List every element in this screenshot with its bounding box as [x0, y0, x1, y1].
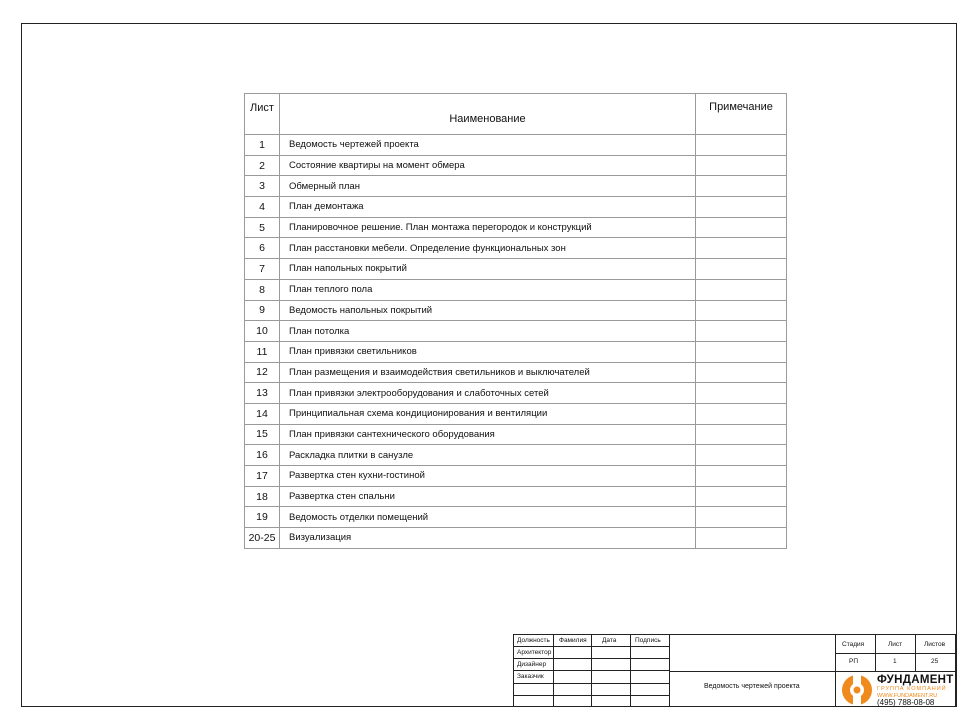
sheet-note-cell: [696, 197, 787, 218]
sheet-note-cell: [696, 341, 787, 362]
table-row: [245, 238, 787, 259]
sheet-number-cell: 2: [245, 155, 280, 176]
table-row: [245, 155, 787, 176]
sheet-note-cell: [696, 300, 787, 321]
company-phone: (495) 788-08-08: [877, 698, 935, 707]
tb-sheets-value: 25: [931, 658, 939, 665]
table-row: [245, 176, 787, 197]
sheet-name-cell: Ведомость напольных покрытий: [280, 300, 696, 321]
sheet-name-cell: Раскладка плитки в санузле: [280, 445, 696, 466]
sheet-note-cell: [696, 176, 787, 197]
table-row: [245, 362, 787, 383]
drawing-list-table: [244, 93, 787, 549]
sheet-number-cell: 3: [245, 176, 280, 197]
sheet-number-cell: 5: [245, 217, 280, 238]
sheet-name-cell: План привязки электрооборудования и слаботочных сетей: [280, 383, 696, 404]
table-row: [245, 528, 787, 549]
company-logo-mark-icon: [837, 673, 877, 707]
tb-role-designer: Дизайнер: [517, 661, 547, 668]
sheet-number-cell: 13: [245, 383, 280, 404]
table-row: [245, 321, 787, 342]
sheet-note-cell: [696, 238, 787, 259]
table-row: [245, 279, 787, 300]
table-row: [245, 507, 787, 528]
sheet-note-cell: [696, 507, 787, 528]
sheet-number-cell: 20-25: [245, 528, 280, 549]
company-subtitle: ГРУППА КОМПАНИЙ: [877, 686, 947, 692]
sheet-note-cell: [696, 383, 787, 404]
sheet-number-cell: 4: [245, 197, 280, 218]
sheet-note-cell: [696, 445, 787, 466]
sheet-note-cell: [696, 259, 787, 280]
sheet-note-cell: [696, 403, 787, 424]
sheet-name-cell: План потолка: [280, 321, 696, 342]
tb-sheet-value: 1: [893, 658, 897, 665]
sheet-name-cell: План теплого пола: [280, 279, 696, 300]
tb-header-signature: Подпись: [635, 637, 661, 644]
sheet-number-cell: 17: [245, 466, 280, 487]
sheet-number-cell: 11: [245, 341, 280, 362]
sheet-note-cell: [696, 466, 787, 487]
sheet-name-cell: План расстановки мебели. Определение функциональных зон: [280, 238, 696, 259]
table-row: [245, 259, 787, 280]
table-row: [245, 217, 787, 238]
tb-role-client: Заказчик: [517, 673, 544, 680]
sheet-note-cell: [696, 362, 787, 383]
sheet-note-cell: [696, 217, 787, 238]
sheet-name-cell: Ведомость отделки помещений: [280, 507, 696, 528]
sheet-name-cell: Визуализация: [280, 528, 696, 549]
sheet-note-cell: [696, 155, 787, 176]
sheet-name-cell: План напольных покрытий: [280, 259, 696, 280]
table-row: [245, 135, 787, 156]
table-row: [245, 403, 787, 424]
sheet-number-cell: 7: [245, 259, 280, 280]
sheet-name-cell: Принципиальная схема кондиционирования и вентиляции: [280, 403, 696, 424]
sheet-name-cell: Ведомость чертежей проекта: [280, 135, 696, 156]
tb-header-surname: Фамилия: [559, 637, 587, 644]
table-row: [245, 445, 787, 466]
sheet-number-cell: 16: [245, 445, 280, 466]
tb-stage-label: Стадия: [842, 641, 865, 648]
sheet-number-cell: 1: [245, 135, 280, 156]
sheet-name-cell: Развертка стен кухни-гостиной: [280, 466, 696, 487]
sheet-note-cell: [696, 424, 787, 445]
sheet-name-cell: Планировочное решение. План монтажа перегородок и конструкций: [280, 217, 696, 238]
sheet-number-cell: 14: [245, 403, 280, 424]
sheet-note-cell: [696, 528, 787, 549]
tb-header-date: Дата: [602, 637, 617, 644]
tb-sheets-label: Листов: [924, 641, 946, 648]
sheet-name-cell: Обмерный план: [280, 176, 696, 197]
sheet-number-cell: 10: [245, 321, 280, 342]
table-row: [245, 341, 787, 362]
tb-role-architect: Архитектор: [517, 649, 552, 656]
sheet-number-cell: 6: [245, 238, 280, 259]
tb-sheet-title: Ведомость чертежей проекта: [704, 683, 800, 690]
sheet-number-cell: 15: [245, 424, 280, 445]
sheet-name-cell: Развертка стен спальни: [280, 486, 696, 507]
sheet-note-cell: [696, 486, 787, 507]
table-header-row: [245, 94, 787, 135]
sheet-name-cell: Состояние квартиры на момент обмера: [280, 155, 696, 176]
sheet-note-cell: [696, 135, 787, 156]
tb-stage-value: РП: [849, 658, 859, 665]
company-website: WWW.FUNDAMENT.RU: [877, 693, 938, 699]
sheet-note-cell: [696, 279, 787, 300]
table-row: [245, 424, 787, 445]
sheet-name-cell: План привязки светильников: [280, 341, 696, 362]
table-row: [245, 197, 787, 218]
table-row: [245, 300, 787, 321]
title-block: [513, 634, 956, 707]
header-note: Примечание: [696, 94, 787, 135]
header-sheet-number: Лист: [245, 94, 280, 135]
sheet-number-cell: 8: [245, 279, 280, 300]
sheet-name-cell: План размещения и взаимодействия светильников и выключателей: [280, 362, 696, 383]
table-row: [245, 486, 787, 507]
sheet-note-cell: [696, 321, 787, 342]
table-row: [245, 383, 787, 404]
table-row: [245, 466, 787, 487]
sheet-number-cell: 9: [245, 300, 280, 321]
sheet-name-cell: План демонтажа: [280, 197, 696, 218]
sheet-number-cell: 19: [245, 507, 280, 528]
tb-sheet-label: Лист: [888, 641, 903, 648]
header-name: Наименование: [280, 94, 696, 135]
company-name: ФУНДАМЕНТ: [877, 674, 954, 686]
company-logo: [837, 673, 956, 707]
tb-header-position: Должность: [517, 637, 550, 644]
sheet-name-cell: План привязки сантехнического оборудования: [280, 424, 696, 445]
sheet-number-cell: 12: [245, 362, 280, 383]
sheet-number-cell: 18: [245, 486, 280, 507]
